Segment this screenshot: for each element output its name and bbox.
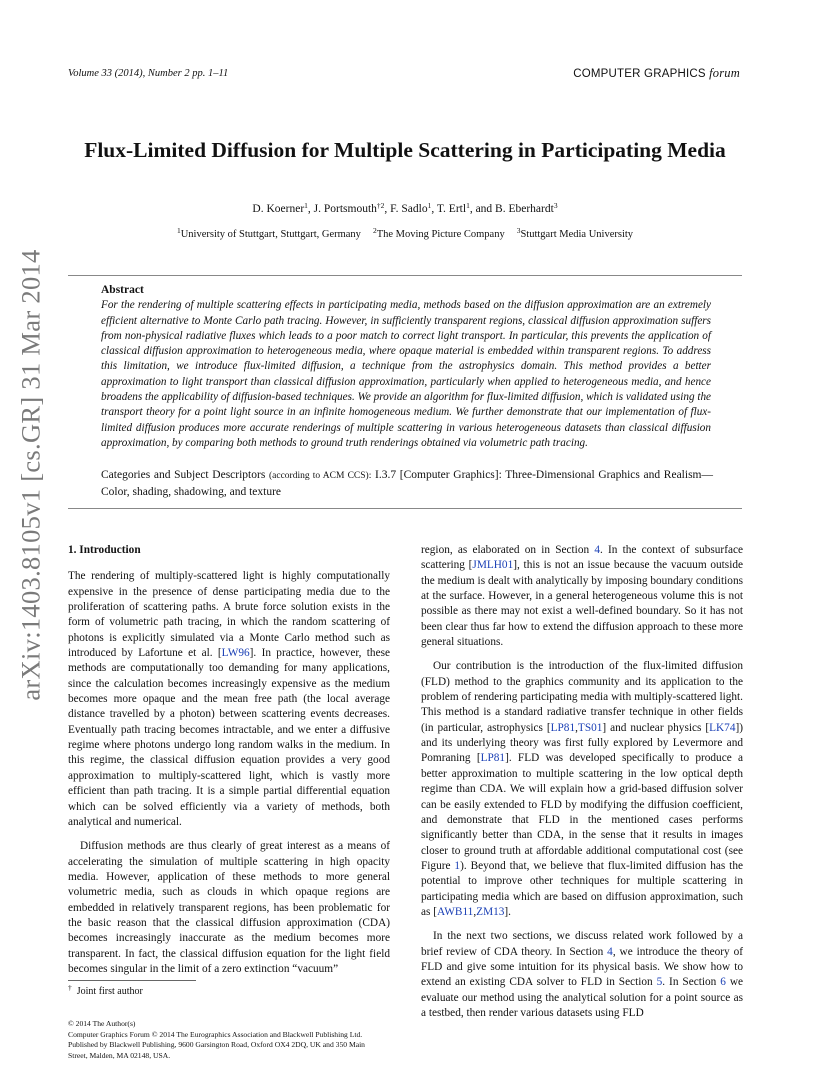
affiliation-list	[68, 226, 742, 240]
journal-volume: Volume 33 (2014), Number 2 pp. 1–11	[68, 68, 229, 79]
intro-paragraph-5	[421, 929, 743, 1021]
section-heading: 1. Introduction	[68, 544, 141, 556]
citation-link[interactable]: TS01	[577, 721, 603, 734]
affiliation-mark: 3	[516, 226, 521, 235]
text-run: ]. FLD was developed specifically to produce a better approximation to multiple scattering in the low optical depth regime than CDA. We will explain how a grid-based diffusion solver can be easily extended to FLD by modifying the diffusion coefficient, and demonstrate that FLD in the mentioned cases performs significantly better than CDA, in the sense that it results in images closer to ground truth at affordable additional computational cost (see Figure	[421, 752, 743, 872]
affiliation-mark: 2	[372, 226, 377, 235]
citation-link[interactable]: 1	[454, 859, 461, 872]
arxiv-identifier: arXiv:1403.8105v1 [cs.GR] 31 Mar 2014	[15, 249, 46, 701]
affiliation-name: Stuttgart Media University	[520, 229, 634, 240]
copyright-notice	[68, 1019, 368, 1061]
text-run: In the next two sections, we discuss related work followed by a brief review of CDA theory. In Section	[421, 930, 743, 958]
affiliation-mark: 1	[176, 226, 181, 235]
intro-paragraph-2	[68, 839, 390, 977]
author-name: D. Koerner	[252, 203, 305, 215]
footnote-text: Joint first author	[76, 986, 143, 997]
text-run: ]. In practice, however, these methods are computationally too demanding for many applications, since the calculation becomes increasingly expensive as the medium becomes more opaque and the mean free path (the local average distance travelled by a photon) between scattering events decreases. Eventually path tracing becomes intractable, and we enter a diffusive regime where photons undergo long random walks in the medium. In this regime, the classical diffusion equation provides a very good approximation to multiply-scattered light, which is vastly more efficient than path tracing. It is a simple partial differential equation which can be solved efficiently via a variety of methods, both analytical and numerical.	[68, 647, 390, 828]
author-name: and B. Eberhardt	[475, 203, 554, 215]
affiliation	[372, 226, 505, 240]
footnote	[68, 983, 143, 997]
text-run: ). Beyond that, we believe that flux-limited diffusion has the potential to improve other techniques for multiple scattering in participating media which are based on diffusion approximation, such as [	[421, 859, 743, 918]
subject-descriptors	[101, 467, 713, 500]
descriptors-note: (according to ACM CCS):	[268, 471, 372, 481]
divider-top	[68, 275, 742, 276]
affiliation	[176, 226, 361, 240]
paper-title: Flux-Limited Diffusion for Multiple Scattering in Participating Media	[84, 138, 726, 162]
text-run: . In Section	[662, 976, 721, 989]
citation-link[interactable]: 4	[594, 544, 600, 556]
arxiv-sidebar	[0, 0, 58, 1072]
abstract-heading: Abstract	[101, 284, 144, 296]
citation-link[interactable]: LP81	[550, 721, 576, 734]
citation-link[interactable]: LK74	[709, 721, 736, 734]
text-run: The rendering of multiply-scattered light is highly computationally expensive in the presence of dense participating media due to the proliferation of scattering paths. A brute force solution exists in the form of volumetric path tracing, in which the random scattering of photons is explicitly simulated via a Monte Carlo method such as introduced by Lafortune et al. [	[68, 570, 390, 660]
copyright-line-2: Computer Graphics Forum © 2014 The Eurographics Association and Blackwell Publishing Ltd. Published by Blackwell Publishing, 9600 Garsington Road, Oxford OX4 2DQ, UK and 350 Main Street, Malden, MA 02148, USA.	[68, 1029, 365, 1060]
text-run: , we introduce the theory of FLD and give some intuition for its physical basis. We show how to extend an existing CDA solver to FLD in Section	[421, 945, 743, 989]
copyright-line-1: © 2014 The Author(s)	[68, 1019, 136, 1028]
footnote-mark: †	[68, 983, 72, 992]
citation-link[interactable]: 5	[656, 976, 663, 989]
author-list: D. Koerner$^1$, J. Portsmouth$^{\dagger 2}$, F. Sadlo$^1$, T. Ertl$^1$, and B. Eberhardt$^3$	[252, 201, 558, 215]
journal-name-forum: forum	[709, 66, 740, 80]
citation-link[interactable]: JMLH01	[472, 559, 514, 572]
citation-link[interactable]: 6	[720, 976, 726, 989]
author-name: J. Portsmouth	[313, 203, 377, 215]
author-affiliation-mark: 1	[304, 201, 308, 210]
text-run: region, as elaborated on in Section	[421, 544, 595, 556]
divider-bottom	[68, 508, 742, 509]
journal-name	[573, 66, 740, 81]
citation-link[interactable]: AWB11	[437, 905, 474, 918]
author-name: F. Sadlo	[390, 203, 428, 215]
journal-name-main: COMPUTER GRAPHICS	[573, 68, 706, 80]
intro-paragraph-1	[68, 569, 390, 830]
descriptors-label: Categories and Subject Descriptors	[101, 469, 266, 481]
author-affiliation-mark: 3	[553, 201, 558, 210]
column-right	[421, 543, 743, 1030]
text-run: ] and nuclear physics [	[602, 721, 710, 734]
citation-link[interactable]: ZM13	[476, 905, 505, 918]
author-affiliation-mark: 1	[427, 201, 432, 210]
affiliation-name: University of Stuttgart, Stuttgart, Germany	[180, 229, 361, 240]
author-affiliation-mark: †2	[376, 201, 385, 210]
column-left	[68, 543, 390, 986]
author-affiliation-mark: 1	[466, 201, 470, 210]
citation-link[interactable]: LW96	[221, 647, 250, 660]
author-name: T. Ertl	[436, 203, 467, 215]
affiliation	[516, 226, 634, 240]
citation-link[interactable]: LP81	[480, 752, 506, 765]
abstract	[101, 283, 711, 451]
text-run: ,	[473, 905, 477, 918]
text-run: ]) and its underlying theory was first fully explored by Levermore and Pomraning [	[421, 721, 743, 765]
text-run: ,	[575, 721, 578, 734]
text-run: ].	[504, 905, 512, 918]
citation-link[interactable]: 4	[607, 945, 613, 958]
text-run: . In the context of subsurface scattering [	[421, 544, 743, 572]
affiliation-name: The Moving Picture Company	[376, 229, 505, 240]
text-run: ], this is not an issue because the vacuum outside the medium is dealt with analytically by imposing boundary conditions at the surface. However, in a general heterogeneous volume this is not possible as there may not exist a well-defined boundary. So it has not been clear thus far how to extend the diffusion approach to these more general situations.	[421, 559, 743, 649]
intro-paragraph-3	[421, 543, 743, 650]
intro-paragraph-4	[421, 659, 743, 920]
text-run: Diffusion methods are thus clearly of great interest as a means of accelerating the simulation of multiple scattering in high opacity media. However, application of these methods to more general volumetric media, such as clouds in which opaque regions are embedded in relatively transparent regions, has been problematic for the basic reason that the classical diffusion approximation (CDA) becomes increasingly inaccurate as the medium becomes more transparent. In fact, the classical diffusion equation for the light field becomes singular in the limit of a zero extinction “vacuum”	[68, 840, 390, 975]
text-run: we evaluate our method using the analytical solution for a point source as a testbed, then render various datasets using FLD	[421, 976, 744, 1019]
text-run: Our contribution is the introduction of the flux-limited diffusion (FLD) method to the graphics community and its application to the problem of rendering participating media with multiply-scattered light. This method is a standard radiative transfer technique in other fields (in particular, astrophysics [	[421, 660, 743, 734]
descriptors-text: I.3.7 [Computer Graphics]: Three-Dimensional Graphics and Realism—Color, shading, shadowing, and texture	[101, 469, 713, 498]
abstract-body: For the rendering of multiple scattering effects in participating media, methods based on the diffusion approximation are an extremely efficient alternative to Monte Carlo path tracing. However, in sufficiently transparent regions, classical diffusion approximation suffers from non-physical radiative fluxes which leads to a poor match to correct light transport. In particular, this prevents the application of classical diffusion approximation to heterogeneous media, where opaque material is embedded within transparent regions. To address this limitation, we introduce flux-limited diffusion, a technique from the astrophysics domain. This method provides a better approximation to light transport than classical diffusion approximation, particularly when applied to heterogeneous media, and hence broadens the applicability of diffusion-based techniques. We provide an algorithm for flux-limited diffusion, which is validated using the transport theory for a point light source in an infinite homogeneous medium. We further demonstrate that our implementation of flux-limited diffusion produces more accurate renderings of multiple scattering in various heterogeneous datasets than classical diffusion approximation, by comparing both methods to ground truth renderings obtained via volumetric path tracing.	[101, 299, 711, 449]
footnote-rule	[68, 980, 196, 981]
